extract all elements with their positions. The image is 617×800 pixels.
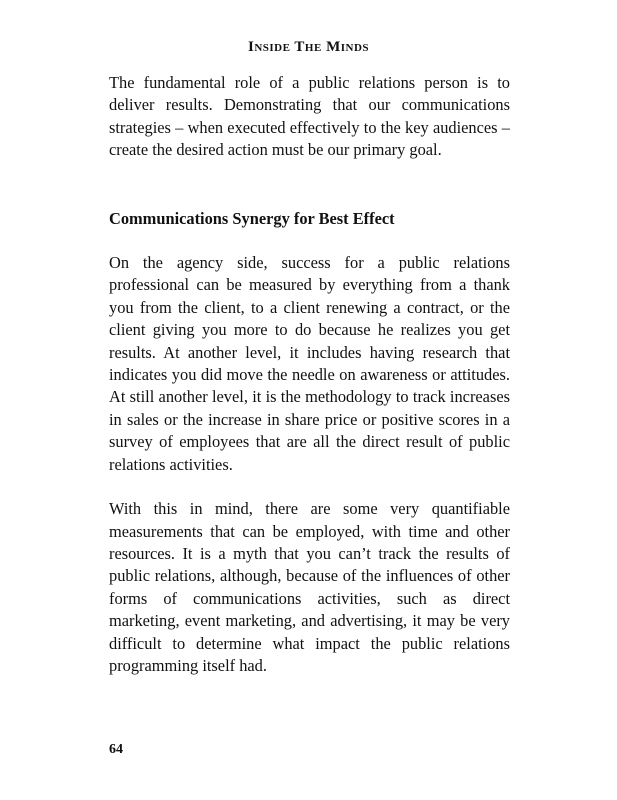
paragraph-intro: The fundamental role of a public relations person is to deliver results. Demonstrating that our communications strategies – when executed effectively to the key audiences – create the desired action must be our primary goal.	[109, 73, 510, 160]
running-header: Inside The Minds	[247, 39, 370, 55]
page-body	[109, 72, 510, 677]
paragraph-agency-success: On the agency side, success for a public relations professional can be measured by everything from a thank you from the client, to a client renewing a contract, or the client giving you more to do because he realizes you get results. At another level, it includes having research that indicates you did move the needle on awareness or attitudes. At still another level, it is the methodology to track increases in sales or the increase in share price or positive scores in a survey of employees that are all the direct result of public relations activities.	[109, 253, 510, 474]
paragraph-measurements: With this in mind, there are some very quantifiable measurements that can be employed, with time and other resources. It is a myth that you can’t track the results of public relations, although, because of the influences of other forms of communications activities, such as direct marketing, event marketing, and advertising, it may be very difficult to determine what impact the public relations programming itself had.	[109, 499, 510, 675]
page-number: 64	[109, 742, 123, 757]
section-heading: Communications Synergy for Best Effect	[109, 208, 395, 228]
